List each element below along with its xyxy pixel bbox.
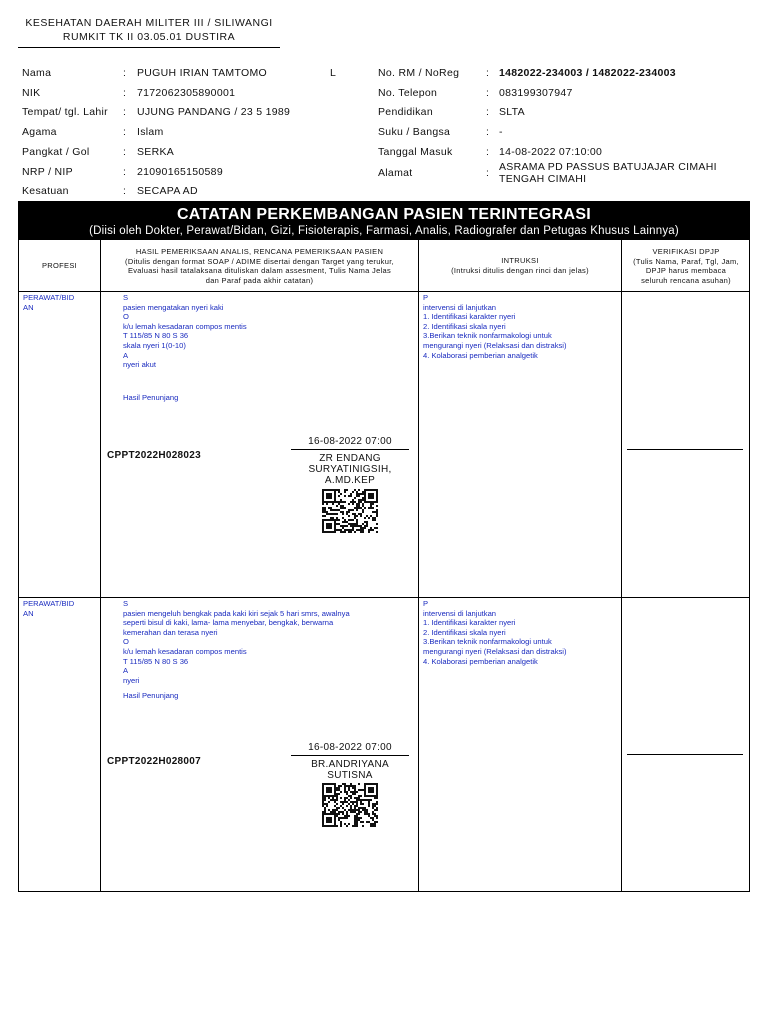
label-norm: No. RM / NoReg — [378, 67, 460, 79]
colon: : — [486, 146, 490, 158]
soap-line: A — [123, 666, 129, 676]
colon: : — [123, 126, 127, 138]
label-nama: Nama — [22, 67, 52, 79]
soap-line: T 115/85 N 80 S 36 — [123, 656, 189, 666]
signer-name-l1: BR.ANDRIYANA — [311, 759, 389, 770]
value-nik: 7172062305890001 — [137, 87, 236, 99]
entry-profesi-l2: AN — [23, 302, 34, 312]
cppt-table — [18, 239, 750, 892]
col-header-hasil-l4: dan Paraf pada akhir catatan) — [205, 275, 314, 285]
soap-line: kemerahan dan terasa nyeri — [123, 627, 218, 637]
label-tanggal-masuk: Tanggal Masuk — [378, 146, 453, 158]
cppt-code: CPPT2022H028023 — [107, 450, 202, 461]
soap-line: skala nyeri 1(0-10) — [123, 340, 186, 350]
hospital-header-line1: KESEHATAN DAERAH MILITER III / SILIWANGI — [25, 17, 273, 29]
colon: : — [123, 106, 127, 118]
instr-line: P — [423, 599, 429, 608]
col-header-instruksi — [419, 256, 621, 275]
soap-line: k/u lemah kesadaran compos mentis — [123, 646, 247, 656]
colon: : — [123, 146, 127, 158]
value-norm: 1482022-234003 / 1482022-234003 — [499, 67, 676, 79]
label-alamat: Alamat — [378, 167, 413, 179]
soap-line: T 115/85 N 80 S 36 — [123, 331, 189, 341]
value-alamat-line1: ASRAMA PD PASSUS BATUJAJAR CIMAHI — [499, 161, 717, 173]
signer-name-l1: ZR ENDANG — [319, 453, 381, 464]
instr-line: intervensi di lanjutkan — [423, 608, 497, 618]
entry-profesi — [23, 293, 95, 312]
soap-line: O — [123, 312, 129, 322]
colon: : — [486, 106, 490, 118]
label-agama: Agama — [22, 126, 57, 138]
instr-line: 1. Identifikasi karakter nyeri — [423, 312, 516, 322]
soap-line: nyeri — [123, 675, 140, 685]
column-divider — [100, 240, 101, 891]
soap-line: O — [123, 637, 129, 647]
instr-line: 2. Identifikasi skala nyeri — [423, 321, 506, 331]
entry-instruksi — [423, 293, 619, 360]
value-pendidikan: SLTA — [499, 106, 525, 118]
banner-title: CATATAN PERKEMBANGAN PASIEN TERINTEGRASI — [176, 206, 592, 223]
label-suku: Suku / Bangsa — [378, 126, 451, 138]
signer-name-l2: SURYATINIGSIH, — [308, 464, 392, 475]
value-kesatuan: SECAPA AD — [137, 185, 198, 197]
col-header-profesi: PROFESI — [41, 261, 78, 270]
hospital-header-line2: RUMKIT TK II 03.05.01 DUSTIRA — [62, 31, 236, 43]
instr-line: P — [423, 293, 429, 302]
value-suku: - — [499, 126, 503, 138]
instr-line: 4. Kolaborasi pemberian analgetik — [423, 350, 538, 360]
instr-line: 3.Berikan teknik nonfarmakologi untuk — [423, 331, 552, 341]
label-pendidikan: Pendidikan — [378, 106, 433, 118]
colon: : — [486, 67, 490, 79]
colon: : — [486, 87, 490, 99]
signature-date: 16-08-2022 07:00 — [291, 436, 409, 450]
label-nik: NIK — [22, 87, 41, 99]
colon: : — [123, 87, 127, 99]
signature-block — [291, 436, 409, 486]
soap-line: k/u lemah kesadaran compos mentis — [123, 321, 247, 331]
signer-name-l2: SUTISNA — [327, 770, 373, 781]
value-alamat-line2: TENGAH CIMAHI — [499, 173, 587, 185]
instr-line: 1. Identifikasi karakter nyeri — [423, 618, 516, 628]
col-header-hasil — [101, 247, 418, 285]
instr-line: 3.Berikan teknik nonfarmakologi untuk — [423, 637, 552, 647]
soap-line: S — [123, 293, 129, 302]
entry-soap — [123, 599, 415, 685]
hasil-penunjang: Hasil Penunjang — [123, 691, 179, 700]
col-header-instr-l2: (Intruksi ditulis dengan rinci dan jelas) — [451, 265, 589, 275]
col-header-hasil-l1: HASIL PEMERIKSAAN ANALIS, RENCANA PEMERIKSAAN PASIEN — [135, 247, 384, 256]
signature-date: 16-08-2022 07:00 — [291, 742, 409, 756]
value-telepon: 083199307947 — [499, 87, 573, 99]
label-telepon: No. Telepon — [378, 87, 438, 99]
colon: : — [123, 67, 127, 79]
entry-profesi — [23, 599, 95, 618]
colon: : — [123, 166, 127, 178]
hospital-header — [18, 16, 280, 48]
value-birth: UJUNG PANDANG / 23 5 1989 — [137, 106, 291, 118]
entry-profesi-l2: AN — [23, 608, 34, 618]
column-divider — [621, 240, 622, 891]
section-banner — [18, 201, 750, 239]
col-header-verif-l4: seluruh rencana asuhan) — [641, 275, 731, 285]
colon: : — [486, 167, 490, 179]
entry-soap — [123, 293, 415, 370]
colon: : — [123, 185, 127, 197]
value-agama: Islam — [137, 126, 164, 138]
entry-instruksi — [423, 599, 619, 666]
col-header-hasil-l2: (Ditulis dengan format SOAP / ADIME disertai dengan Target yang terukur, — [125, 256, 394, 266]
qr-code-icon — [322, 489, 378, 533]
value-pangkat: SERKA — [137, 146, 175, 158]
col-header-verif-l3: DPJP harus membaca — [645, 266, 727, 275]
signature-block — [291, 742, 409, 781]
row-divider — [19, 597, 749, 598]
signer-name-l3: A.MD.KEP — [324, 475, 376, 486]
instr-line: mengurangi nyeri (Relaksasi dan distraksi) — [423, 646, 567, 656]
hasil-penunjang: Hasil Penunjang — [123, 393, 179, 402]
header-divider — [19, 291, 749, 292]
label-kesatuan: Kesatuan — [22, 185, 69, 197]
label-pangkat: Pangkat / Gol — [22, 146, 90, 158]
value-gender: L — [330, 67, 337, 79]
soap-line: A — [123, 350, 129, 360]
instr-line: 2. Identifikasi skala nyeri — [423, 627, 506, 637]
soap-line: S — [123, 599, 129, 608]
instr-line: intervensi di lanjutkan — [423, 302, 497, 312]
banner-subtitle: (Diisi oleh Dokter, Perawat/Bidan, Gizi, Fisioterapis, Farmasi, Analis, Radiografer dan Petugas Khusus Lainnya) — [89, 225, 679, 237]
instr-line: mengurangi nyeri (Relaksasi dan distraksi) — [423, 340, 567, 350]
label-birth: Tempat/ tgl. Lahir — [22, 106, 108, 118]
value-tanggal-masuk: 14-08-2022 07:10:00 — [499, 146, 603, 158]
soap-line: nyeri akut — [123, 360, 156, 370]
soap-line: pasien mengatakan nyeri kaki — [123, 302, 224, 312]
value-nrp: 21090165150589 — [137, 166, 223, 178]
instr-line: 4. Kolaborasi pemberian analgetik — [423, 656, 538, 666]
label-nrp: NRP / NIP — [22, 166, 73, 178]
cppt-code: CPPT2022H028007 — [107, 756, 202, 767]
soap-line: seperti bisul di kaki, lama- lama menyebar, bengkak, berwarna — [123, 618, 334, 628]
col-header-verif-l2: (Tulis Nama, Paraf, Tgl, Jam, — [633, 256, 739, 266]
soap-line: pasien mengeluh bengkak pada kaki kiri sejak 5 hari smrs, awalnya — [123, 608, 350, 618]
value-nama: PUGUH IRIAN TAMTOMO — [137, 67, 267, 79]
col-header-instr-l1: INTRUKSI — [501, 256, 539, 265]
entry-profesi-l1: PERAWAT/BID — [23, 293, 75, 302]
qr-code-icon — [322, 783, 378, 827]
col-header-verifikasi — [622, 247, 750, 285]
col-header-hasil-l3: Evaluasi hasil tatalaksana dituliskan dalam assesment, Tulis Nama Jelas — [127, 266, 392, 275]
col-header-verif-l1: VERIFIKASI DPJP — [652, 247, 720, 256]
colon: : — [486, 126, 490, 138]
dpjp-signature-line — [627, 754, 743, 755]
dpjp-signature-line — [627, 449, 743, 450]
entry-profesi-l1: PERAWAT/BID — [23, 599, 75, 608]
column-divider — [418, 240, 419, 891]
